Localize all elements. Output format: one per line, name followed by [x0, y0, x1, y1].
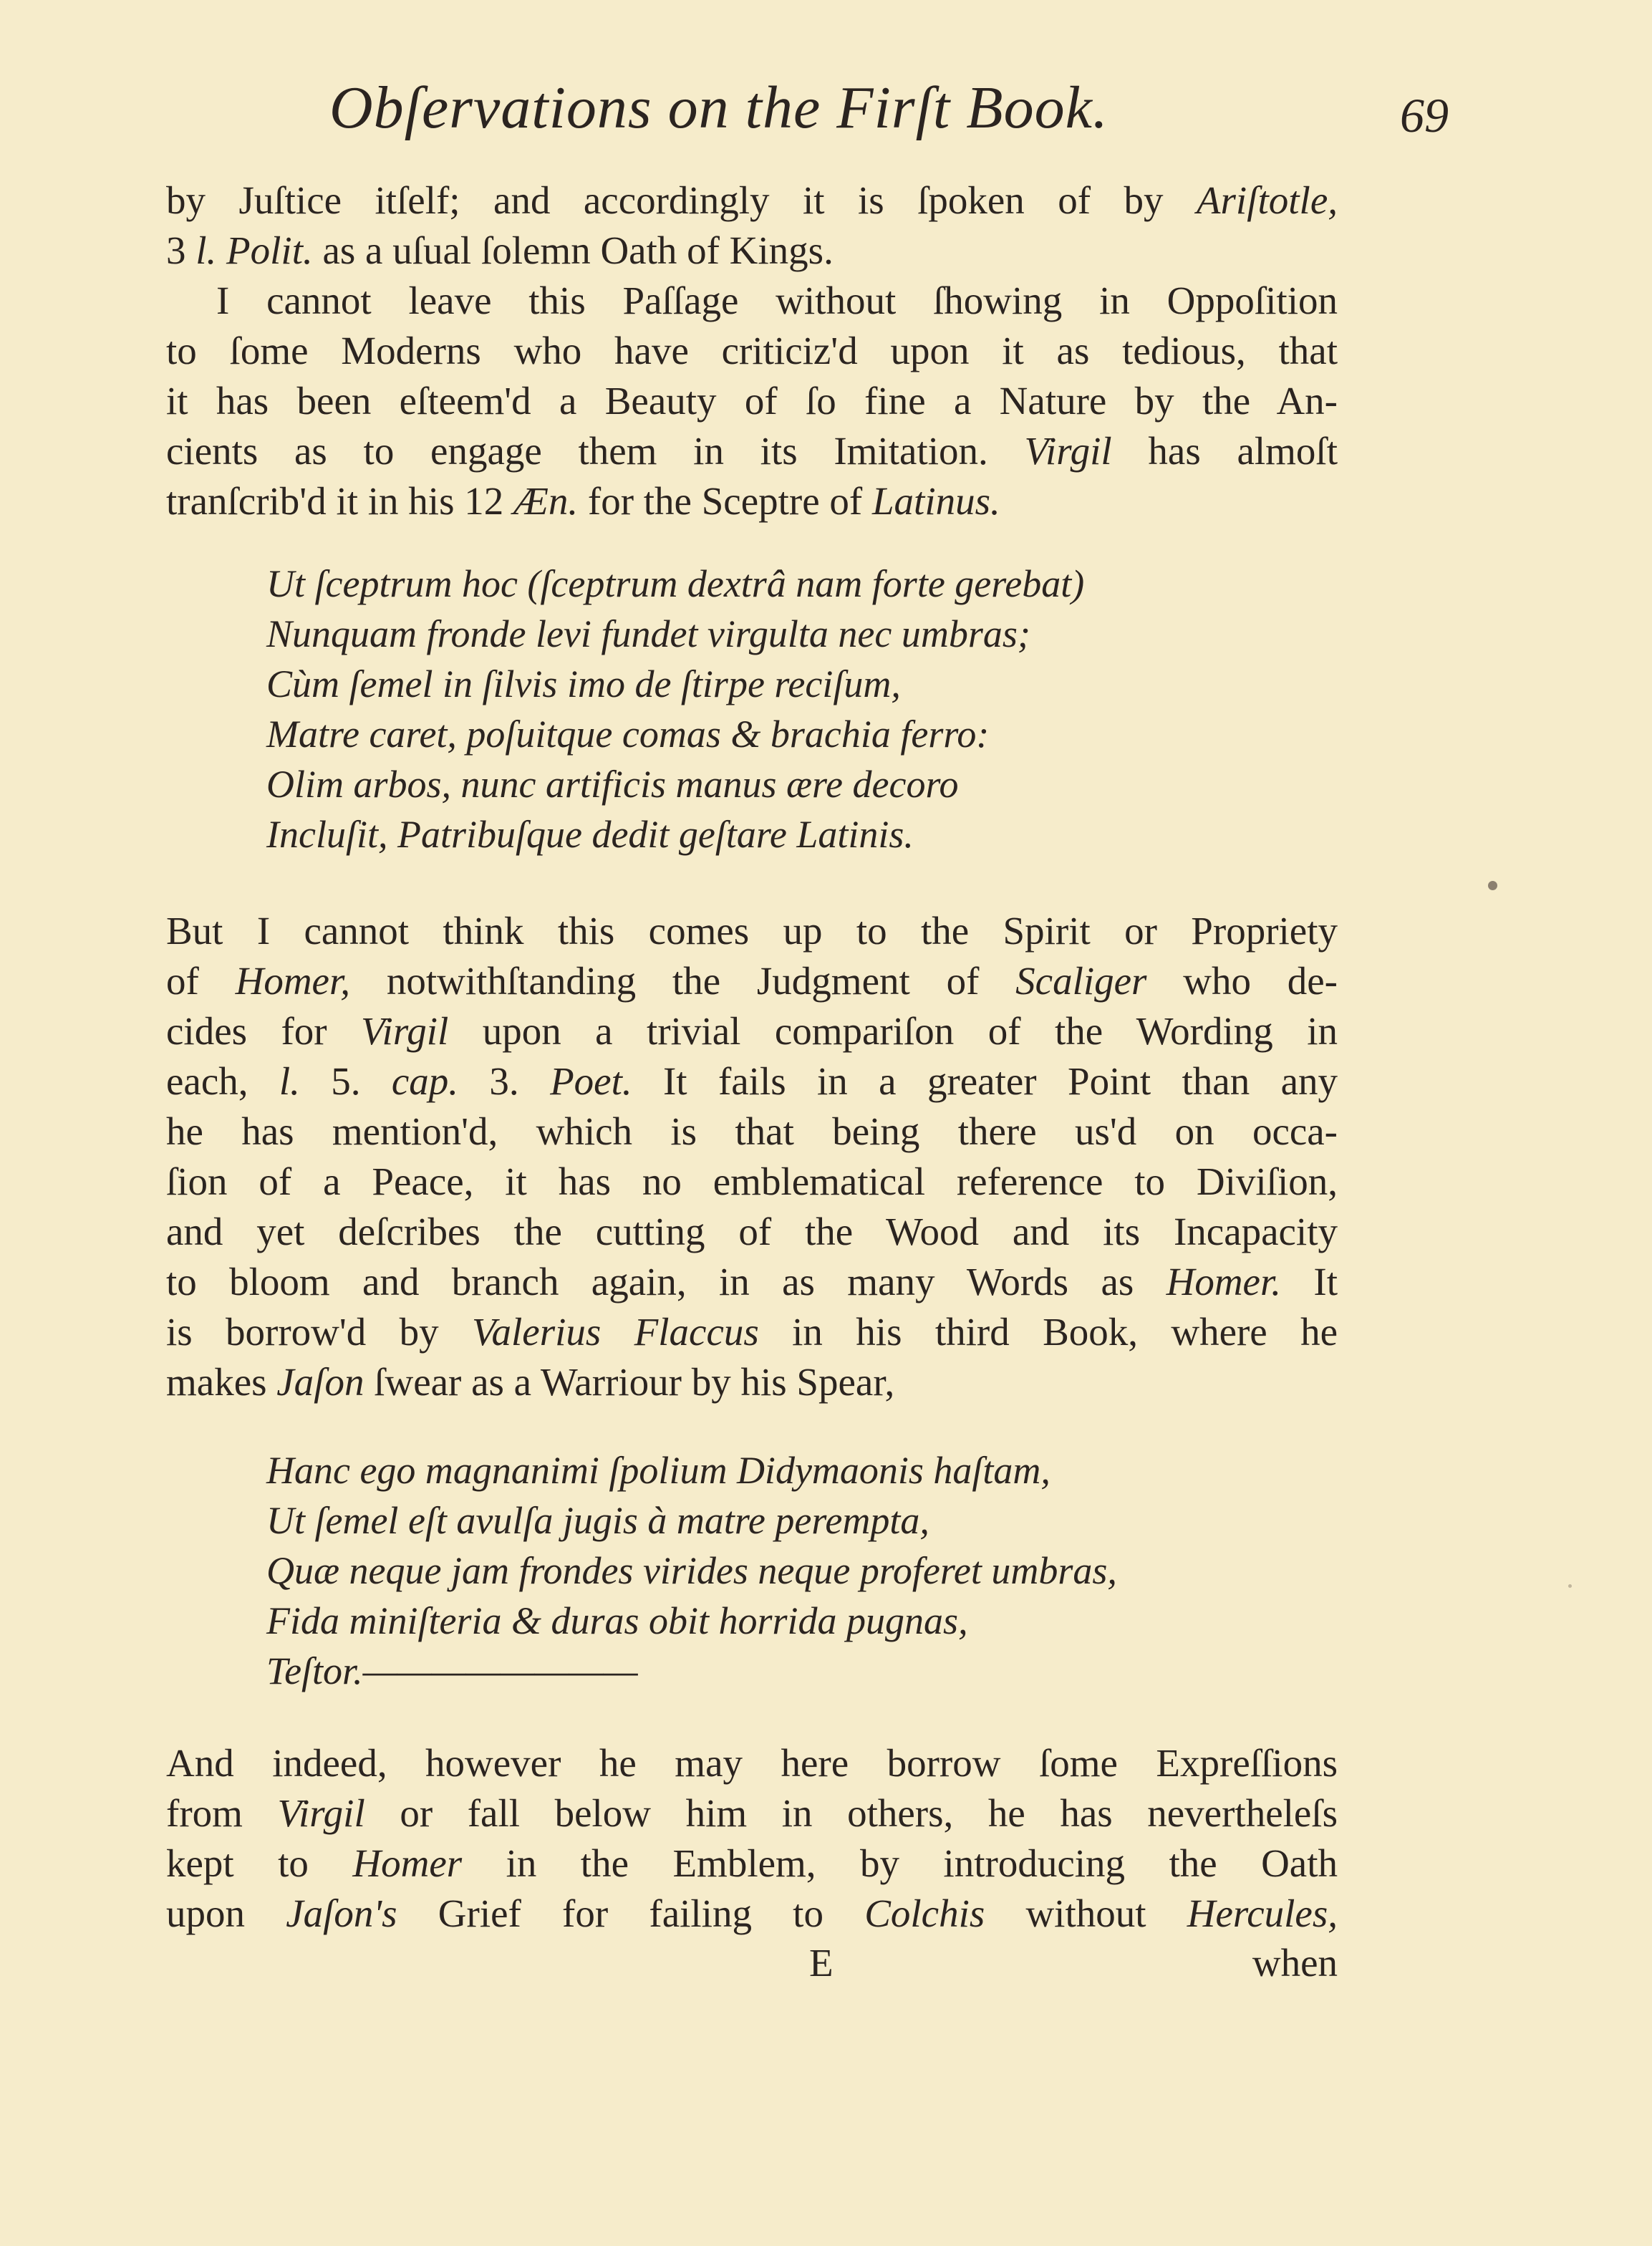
catchword: when — [1252, 1941, 1338, 1985]
text-run: for the Sceptre of — [578, 479, 872, 523]
italic-text: Homer. — [1166, 1260, 1282, 1303]
text-run: I cannot leave this Paſſage without ſhowing in Oppoſition — [216, 279, 1338, 322]
text-run: and yet deſcribes the cutting of the Wood and its Incapacity — [166, 1210, 1338, 1253]
text-run: 3 — [166, 228, 196, 272]
text-run: upon — [166, 1891, 286, 1935]
text-run: has almoſt — [1111, 429, 1338, 473]
text-run: upon a trivial compariſon of the Wording in — [448, 1009, 1338, 1053]
text-line — [166, 1307, 1338, 1357]
italic-text: Jaſon's — [286, 1891, 397, 1935]
text-run: But I cannot think this comes up to the Spirit or Propriety — [166, 909, 1338, 953]
italic-text: Virgil — [1024, 429, 1112, 473]
paper-speck — [1568, 1584, 1572, 1588]
text-line — [166, 1738, 1338, 1788]
text-run: Grief for failing to — [397, 1891, 865, 1935]
text-line — [166, 226, 1338, 276]
text-line — [166, 1207, 1338, 1257]
running-title: Obſervations on the Firſt Book. — [329, 74, 1108, 141]
text-line — [166, 1107, 1338, 1157]
text-run: as a uſual ſolemn Oath of Kings. — [312, 228, 834, 272]
italic-text: Latinus. — [871, 479, 1000, 523]
text-line — [166, 1257, 1338, 1307]
text-run: It — [1281, 1260, 1338, 1303]
italic-text: l. Polit. — [195, 228, 313, 272]
text-line — [166, 1157, 1338, 1207]
text-line — [166, 476, 1338, 526]
italic-text: cap. — [391, 1059, 459, 1103]
text-run: cides for — [166, 1009, 362, 1053]
text-line — [166, 1056, 1338, 1107]
text-run: makes — [166, 1360, 277, 1404]
italic-text: Virgil — [361, 1009, 449, 1053]
italic-text: l. — [279, 1059, 300, 1103]
italic-text: Valerius Flaccus — [472, 1310, 759, 1354]
text-line — [166, 1357, 1338, 1407]
paragraph-block-3 — [166, 1738, 1338, 1939]
text-run: he has mention'd, which is that being there us'd on occa- — [166, 1109, 1338, 1153]
text-line — [166, 426, 1338, 476]
text-run: who de- — [1146, 959, 1338, 1003]
verse-line: Nunquam fronde levi fundet virgulta nec umbras; — [266, 612, 1030, 655]
text-run: tranſcrib'd it in his 12 — [166, 479, 513, 523]
verse-line: Ut ſemel eſt avulſa jugis à matre perempta, — [266, 1499, 929, 1542]
text-run: And indeed, however he may here borrow ſome Expreſſions — [166, 1741, 1338, 1785]
text-line — [166, 1788, 1338, 1838]
text-line — [166, 956, 1338, 1006]
text-line — [166, 1838, 1338, 1889]
italic-text: Virgil — [277, 1791, 365, 1835]
text-run: to ſome Moderns who have criticiz'd upon it as tedious, that — [166, 329, 1338, 372]
italic-text: Colchis — [864, 1891, 985, 1935]
verse-line: Hanc ego magnanimi ſpolium Didymaonis haſtam, — [266, 1449, 1050, 1492]
verse-line: Matre caret, poſuitque comas & brachia ferro: — [266, 713, 990, 756]
text-line — [166, 326, 1338, 376]
text-run: notwithſtanding the Judgment of — [350, 959, 1016, 1003]
text-run: each, — [166, 1059, 279, 1103]
text-line — [166, 906, 1338, 956]
text-line — [166, 276, 1338, 326]
page-number: 69 — [1400, 88, 1449, 143]
italic-text: Jaſon — [276, 1360, 364, 1404]
text-run: cients as to engage them in its Imitation. — [166, 429, 1025, 473]
verse-quotation-virgil — [266, 559, 1355, 859]
text-run: in the Emblem, by introducing the Oath — [462, 1841, 1338, 1885]
paragraph-block-2 — [166, 906, 1338, 1407]
verse-line: Teſtor.———————— — [266, 1649, 638, 1692]
text-run: in his third Book, where he — [758, 1310, 1338, 1354]
verse-line: Ut ſceptrum hoc (ſceptrum dextrâ nam forte gerebat) — [266, 562, 1085, 605]
italic-text: Ariſtotle, — [1196, 178, 1338, 222]
text-line — [166, 376, 1338, 426]
verse-line: Incluſit, Patribuſque dedit geſtare Latinis. — [266, 813, 914, 856]
italic-text: Homer — [352, 1841, 463, 1885]
text-run: it has been eſteem'd a Beauty of ſo fine a Nature by the An- — [166, 379, 1338, 423]
text-run: ſion of a Peace, it has no emblematical reference to Diviſion, — [166, 1160, 1338, 1203]
italic-text: Hercules, — [1187, 1891, 1338, 1935]
italic-text: Scaliger — [1015, 959, 1147, 1003]
text-run: without — [985, 1891, 1187, 1935]
text-run: from — [166, 1791, 278, 1835]
verse-line: Olim arbos, nunc artificis manus ære decoro — [266, 763, 959, 806]
text-run: of — [166, 959, 236, 1003]
text-run: is borrow'd by — [166, 1310, 473, 1354]
text-line — [166, 175, 1338, 226]
page-header — [0, 73, 1652, 152]
italic-text: Poet. — [550, 1059, 632, 1103]
text-run: 3. — [458, 1059, 551, 1103]
text-run: or fall below him in others, he has nevertheleſs — [364, 1791, 1338, 1835]
text-run: to bloom and branch again, in as many Words as — [166, 1260, 1166, 1303]
verse-line: Fida miniſteria & duras obit horrida pugnas, — [266, 1599, 968, 1642]
text-run: ſwear as a Warriour by his Spear, — [364, 1360, 895, 1404]
italic-text: Homer, — [235, 959, 351, 1003]
text-run: kept to — [166, 1841, 353, 1885]
verse-quotation-valerius-flaccus — [266, 1445, 1355, 1696]
text-line — [166, 1889, 1338, 1939]
verse-line: Quæ neque jam frondes virides neque proferet umbras, — [266, 1549, 1117, 1592]
italic-text: Æn. — [513, 479, 579, 523]
text-run: It fails in a greater Point than any — [632, 1059, 1338, 1103]
text-run: by Juſtice itſelf; and accordingly it is ſpoken of by — [166, 178, 1197, 222]
paragraph-block-1 — [166, 175, 1338, 526]
verse-line: Cùm ſemel in ſilvis imo de ſtirpe reciſum, — [266, 662, 901, 705]
signature-mark: E — [809, 1941, 834, 1985]
text-run: 5. — [299, 1059, 392, 1103]
paper-speck — [1488, 881, 1497, 890]
text-line — [166, 1006, 1338, 1056]
